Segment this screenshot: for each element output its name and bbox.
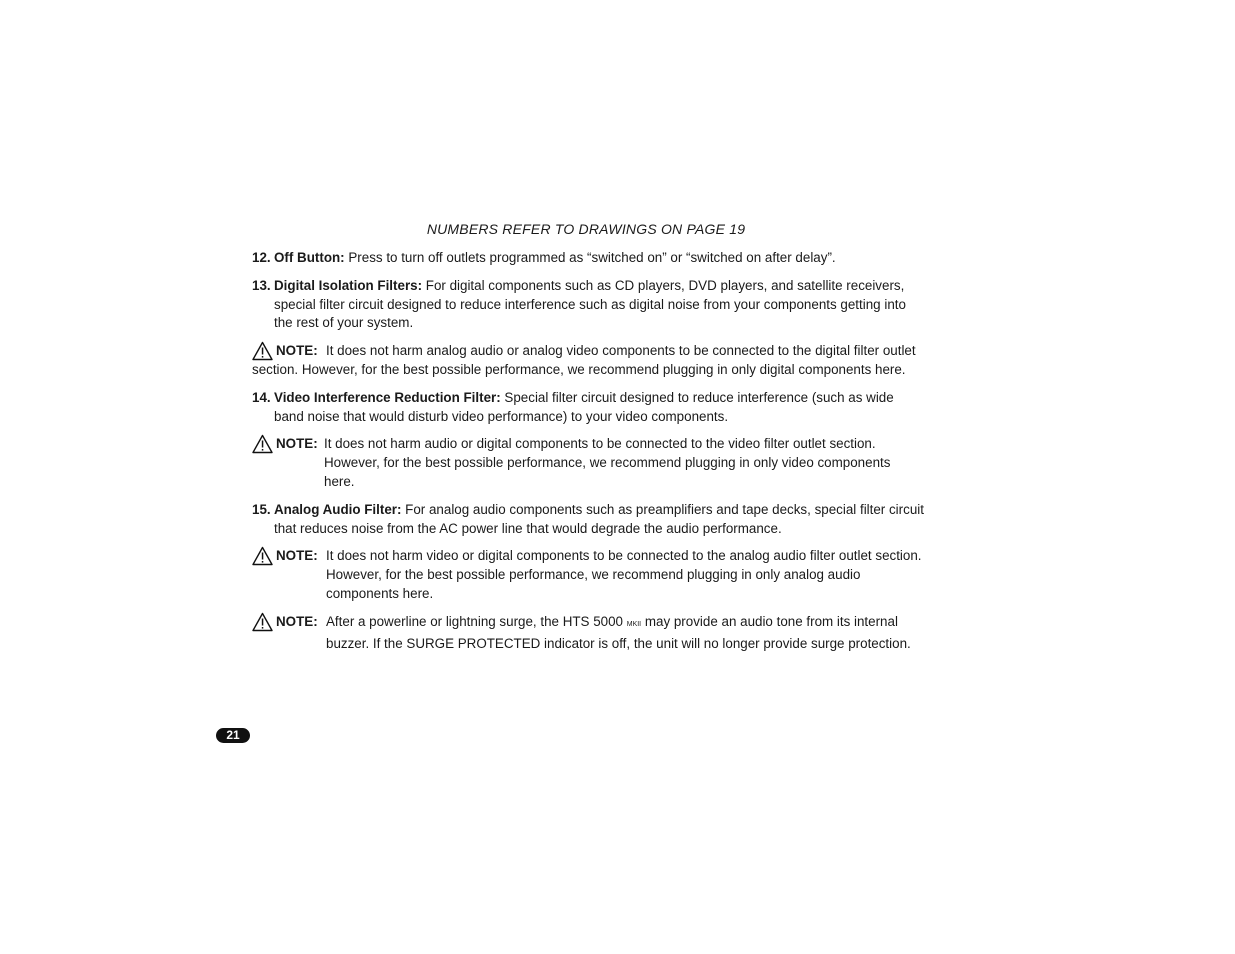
item-title: Off Button: <box>274 250 345 265</box>
note-label: NOTE: <box>276 613 318 629</box>
note-text <box>252 613 924 654</box>
warning-icon <box>252 341 273 361</box>
item-number: 14. <box>252 389 271 405</box>
item-title: Video Interference Reduction Filter: <box>274 389 501 405</box>
note-text: It does not harm video or digital components to be connected to the analog audio filter outlet section. However, for the best possible performance, we recommend plugging in only analog audio components here. <box>326 548 922 601</box>
note-video-filter <box>252 435 924 491</box>
note-label: NOTE: <box>276 548 318 564</box>
item-number: 12. <box>252 250 271 265</box>
item-analog-audio-filter <box>252 501 924 539</box>
note-text: It does not harm audio or digital components to be connected to the video filter outlet section. However, for the best possible performance, we recommend plugging in only video components here. <box>324 436 891 489</box>
warning-icon <box>252 434 273 454</box>
item-title: Analog Audio Filter: <box>274 501 402 517</box>
item-text: Press to turn off outlets programmed as “switched on” or “switched on after delay”. <box>344 250 836 265</box>
item-number: 13. <box>252 277 271 293</box>
model-suffix: MKII <box>626 620 642 628</box>
item-text: For digital components such as CD players, DVD players, and satellite receivers, special filter circuit designed to reduce interference such as digital noise from your components getting into the rest of your system. <box>274 277 906 331</box>
item-number: 15. <box>252 501 271 517</box>
item-title: Digital Isolation Filters: <box>274 277 423 293</box>
warning-icon <box>252 612 273 632</box>
page-number-badge: 21 <box>216 728 250 743</box>
page-header: NUMBERS REFER TO DRAWINGS ON PAGE 19 <box>426 221 746 237</box>
item-text: Special filter circuit designed to reduce interference (such as wide band noise that would disturb video performance) to your video components. <box>274 389 894 424</box>
item-text: For analog audio components such as preamplifiers and tape decks, special filter circuit that reduces noise from the AC power line that would degrade the audio performance. <box>274 501 924 536</box>
item-off-button <box>252 249 924 268</box>
note-label: NOTE: <box>276 436 318 452</box>
note-surge <box>252 613 924 654</box>
manual-content <box>252 249 924 662</box>
note-text-part: After a powerline or lightning surge, the HTS 5000 <box>326 613 623 629</box>
warning-icon <box>252 546 273 566</box>
note-digital-filter <box>252 342 924 380</box>
note-text-part: may provide an audio tone from its internal buzzer. If the SURGE PROTECTED indicator is off, the unit will no longer provide surge protection. <box>326 613 911 651</box>
note-analog-audio-filter <box>252 547 924 603</box>
item-digital-isolation-filters <box>252 277 924 333</box>
note-label: NOTE: <box>276 343 318 359</box>
item-video-interference-filter <box>252 389 924 427</box>
note-text: It does not harm analog audio or analog video components to be connected to the digital filter outlet section. However, for the best possible performance, we recommend plugging in only digital components here. <box>252 343 916 377</box>
